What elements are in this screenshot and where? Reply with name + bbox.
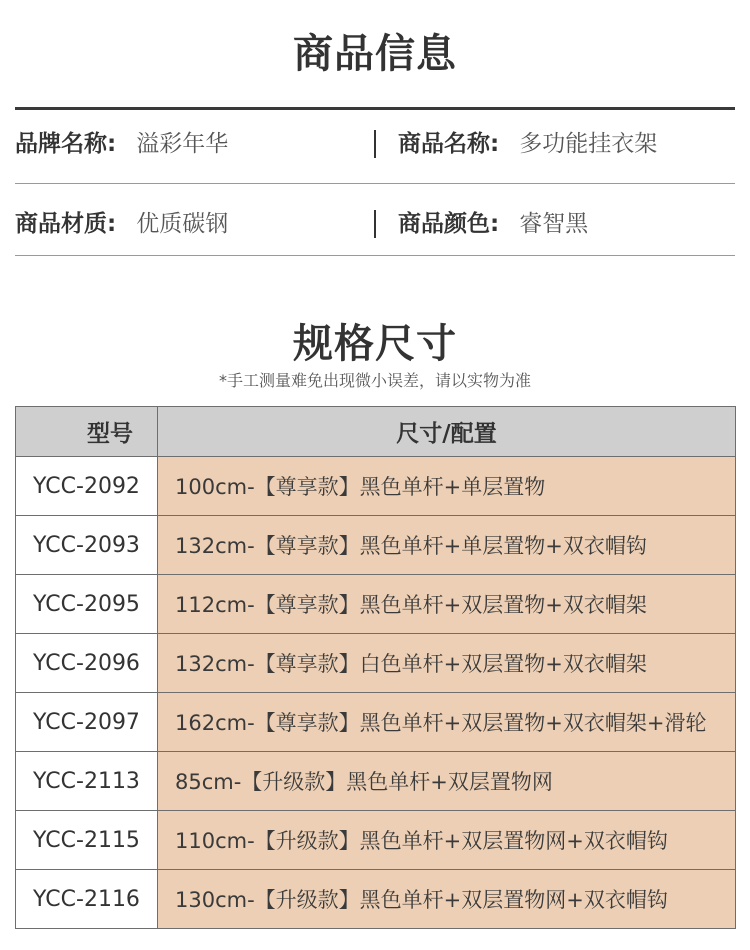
info-divider <box>15 255 735 256</box>
info-label: 品牌名称: <box>15 131 117 157</box>
info-field-material <box>15 204 228 244</box>
info-divider <box>15 183 735 184</box>
model-cell: YCC-2096 <box>16 634 158 693</box>
table-row <box>16 516 736 575</box>
table-row <box>16 752 736 811</box>
config-cell: 130cm-【升级款】黑色单杆+双层置物网+双衣帽钩 <box>158 870 736 929</box>
spec-table-header <box>16 407 736 457</box>
title-divider <box>15 107 735 110</box>
config-cell: 132cm-【尊享款】白色单杆+双层置物+双衣帽架 <box>158 634 736 693</box>
spec-table <box>15 406 736 929</box>
specs-title: 规格尺寸 <box>293 321 457 367</box>
table-row <box>16 811 736 870</box>
model-cell: YCC-2095 <box>16 575 158 634</box>
info-value: 睿智黑 <box>519 211 589 237</box>
model-cell: YCC-2093 <box>16 516 158 575</box>
info-value: 优质碳钢 <box>136 211 229 237</box>
model-cell: YCC-2115 <box>16 811 158 870</box>
info-row-material-color <box>15 204 735 244</box>
info-separator <box>374 210 376 238</box>
table-row <box>16 870 736 929</box>
config-cell: 162cm-【尊享款】黑色单杆+双层置物+双衣帽架+滑轮 <box>158 693 736 752</box>
model-cell: YCC-2097 <box>16 693 158 752</box>
header-config: 尺寸/配置 <box>158 407 736 457</box>
table-row <box>16 693 736 752</box>
model-cell: YCC-2113 <box>16 752 158 811</box>
config-cell: 100cm-【尊享款】黑色单杆+单层置物 <box>158 457 736 516</box>
info-label: 商品颜色: <box>398 211 500 237</box>
info-label: 商品材质: <box>15 211 117 237</box>
model-cell: YCC-2092 <box>16 457 158 516</box>
config-cell: 132cm-【尊享款】黑色单杆+单层置物+双衣帽钩 <box>158 516 736 575</box>
info-value: 溢彩年华 <box>136 131 229 157</box>
config-cell: 112cm-【尊享款】黑色单杆+双层置物+双衣帽架 <box>158 575 736 634</box>
info-field-brand <box>15 124 228 164</box>
info-row-brand-name <box>15 124 735 164</box>
table-row <box>16 457 736 516</box>
measurement-note: *手工测量难免出现微小误差，请以实物为准 <box>218 371 531 390</box>
info-separator <box>374 130 376 158</box>
info-field-name <box>398 124 657 164</box>
model-cell: YCC-2116 <box>16 870 158 929</box>
table-row <box>16 575 736 634</box>
header-model: 型号 <box>16 407 158 457</box>
product-info-title: 商品信息 <box>293 31 457 77</box>
config-cell: 85cm-【升级款】黑色单杆+双层置物网 <box>158 752 736 811</box>
config-cell: 110cm-【升级款】黑色单杆+双层置物网+双衣帽钩 <box>158 811 736 870</box>
info-field-color <box>398 204 588 244</box>
info-label: 商品名称: <box>398 131 500 157</box>
table-row <box>16 634 736 693</box>
info-value: 多功能挂衣架 <box>519 131 658 157</box>
